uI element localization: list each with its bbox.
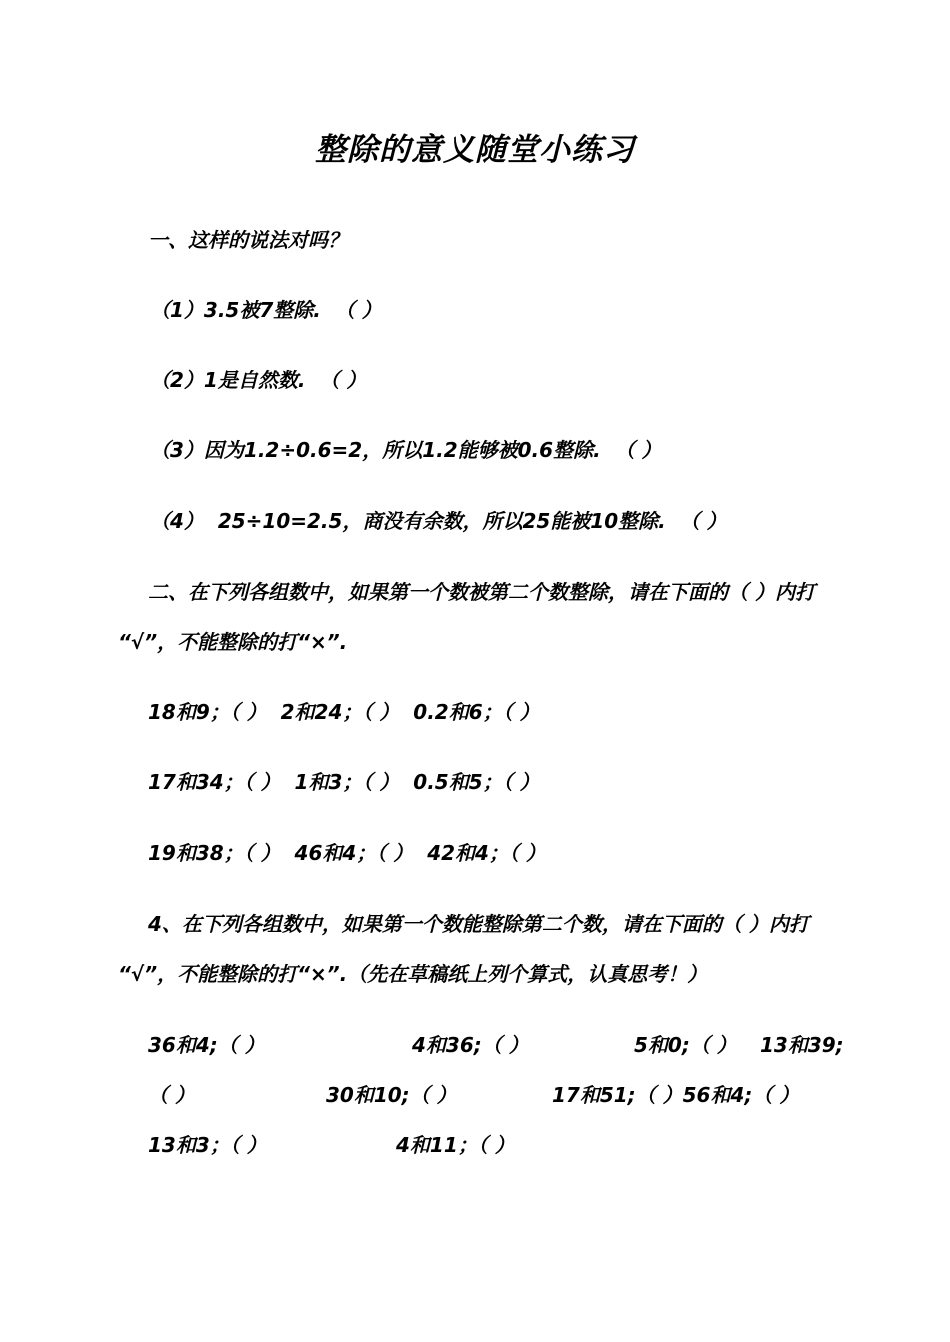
question-1: （1）3.5被7整除. （ ） — [150, 298, 382, 322]
section3-item-17-51-56-4: 17和51;（ ）56和4;（ ） — [552, 1083, 800, 1107]
section3-heading-line2: “√”，不能整除的打“×”.（先在草稿纸上列个算式，认真思考！） — [118, 962, 708, 986]
section3-item-13-39: 13和39; — [760, 1033, 844, 1057]
section2-heading-line1: 二、在下列各组数中，如果第一个数被第二个数整除，请在下面的（ ）内打 — [148, 580, 815, 604]
section3-item-5-0: 5和0;（ ） — [634, 1033, 737, 1057]
section3-item-30-10: 30和10;（ ） — [326, 1083, 457, 1107]
section3-heading-line1: 4、在下列各组数中，如果第一个数能整除第二个数，请在下面的（ ）内打 — [148, 912, 809, 936]
section1-heading: 一、这样的说法对吗？ — [148, 228, 348, 252]
question-2: （2）1是自然数. （ ） — [150, 368, 367, 392]
section3-item-4-36: 4和36;（ ） — [412, 1033, 529, 1057]
section2-row-2: 17和34；（ ） 1和3；（ ） 0.5和5；（ ） — [148, 770, 540, 794]
section2-heading-line2: “√”，不能整除的打“×”. — [118, 630, 348, 654]
section2-row-1: 18和9；（ ） 2和24；（ ） 0.2和6；（ ） — [148, 700, 540, 724]
section3-item-36-4: 36和4;（ ） — [148, 1033, 265, 1057]
page-title: 整除的意义随堂小练习 — [315, 132, 635, 168]
question-4: （4） 25÷10=2.5，商没有余数，所以25能被10整除. （ ） — [150, 509, 727, 533]
section3-item-13-39-paren: （ ） — [148, 1083, 195, 1107]
section3-item-13-3: 13和3；（ ） — [148, 1133, 267, 1157]
section2-row-3: 19和38；（ ） 46和4；（ ） 42和4；（ ） — [148, 841, 546, 865]
question-3: （3）因为1.2÷0.6=2，所以1.2能够被0.6整除. （ ） — [150, 438, 662, 462]
section3-item-4-11: 4和11；（ ） — [396, 1133, 515, 1157]
